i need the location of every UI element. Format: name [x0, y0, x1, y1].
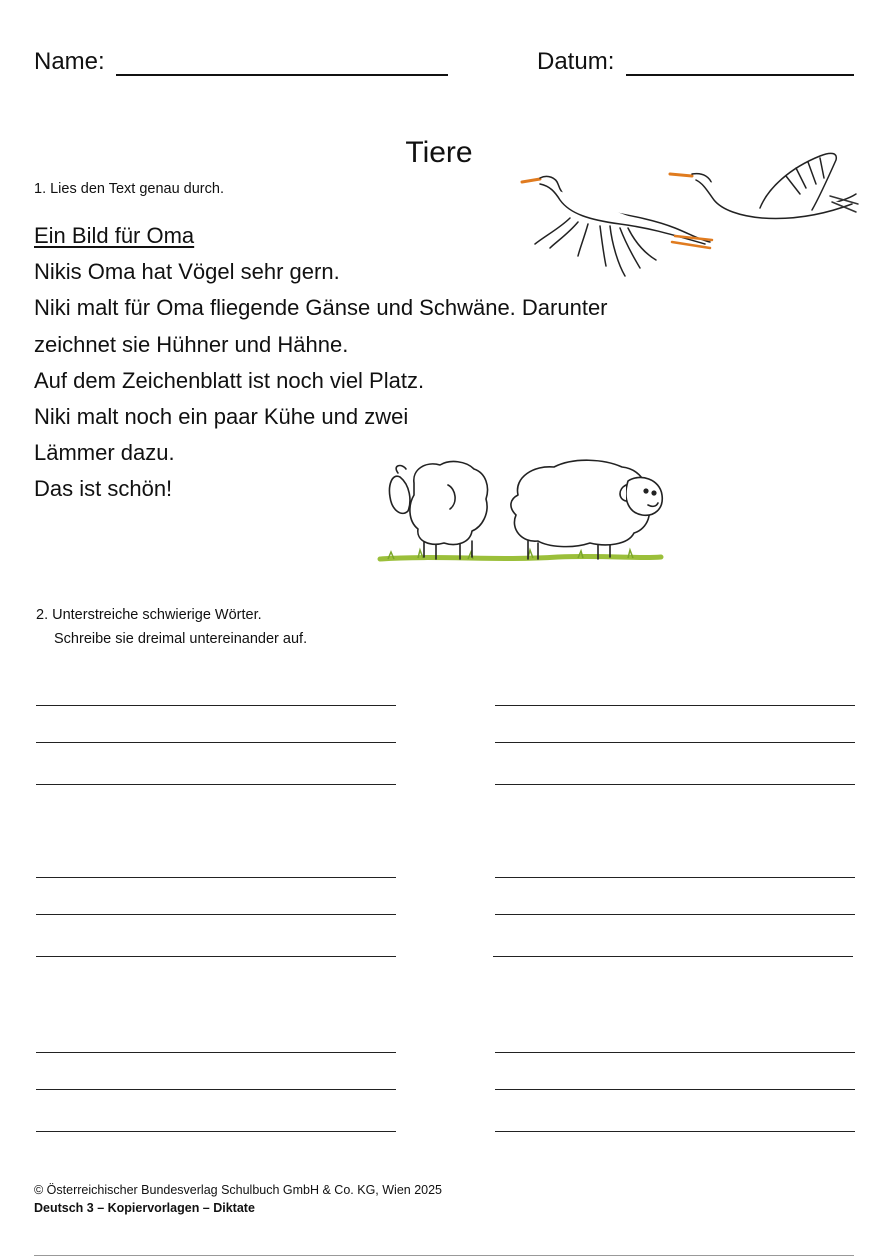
- story-heading: Ein Bild für Oma: [34, 223, 195, 248]
- writing-line[interactable]: [36, 877, 396, 878]
- writing-line[interactable]: [495, 784, 855, 785]
- story-line: Niki malt für Oma fliegende Gänse und Schwäne. Darunter: [34, 295, 608, 321]
- sheep-icon: [378, 455, 663, 573]
- name-label: Name:: [34, 48, 105, 75]
- series-label: Deutsch 3 – Kopiervorlagen – Diktate: [34, 1201, 255, 1215]
- writing-line[interactable]: [36, 956, 396, 957]
- footer-divider: [34, 1255, 854, 1256]
- writing-line[interactable]: [495, 877, 855, 878]
- copyright-notice: © Österreichischer Bundesverlag Schulbuch GmbH & Co. KG, Wien 2025: [34, 1183, 443, 1197]
- writing-line[interactable]: [495, 1089, 855, 1090]
- writing-line[interactable]: [36, 742, 396, 743]
- writing-line[interactable]: [495, 1131, 855, 1132]
- name-field[interactable]: [116, 74, 448, 76]
- date-label: Datum:: [537, 48, 615, 75]
- story-line: Auf dem Zeichenblatt ist noch viel Platz.: [34, 367, 425, 393]
- writing-line[interactable]: [493, 956, 853, 957]
- date-field[interactable]: [626, 74, 854, 76]
- writing-line[interactable]: [36, 705, 396, 706]
- task-2-instruction: 2. Unterstreiche schwierige Wörter.: [36, 607, 262, 623]
- writing-line[interactable]: [36, 914, 396, 915]
- page-title: Tiere: [405, 136, 473, 169]
- story-line: Das ist schön!: [34, 476, 173, 502]
- task-2-instruction-line2: Schreibe sie dreimal untereinander auf.: [54, 631, 308, 647]
- writing-line[interactable]: [36, 1089, 396, 1090]
- writing-line[interactable]: [495, 1052, 855, 1053]
- writing-line[interactable]: [495, 742, 855, 743]
- writing-line[interactable]: [36, 1131, 396, 1132]
- writing-line[interactable]: [495, 914, 855, 915]
- writing-line[interactable]: [36, 1052, 396, 1053]
- writing-line[interactable]: [36, 784, 396, 785]
- story-line: Niki malt noch ein paar Kühe und zwei: [34, 404, 409, 430]
- story-line: Nikis Oma hat Vögel sehr gern.: [34, 259, 340, 285]
- writing-line[interactable]: [495, 705, 855, 706]
- story-line: zeichnet sie Hühner und Hähne.: [34, 331, 349, 357]
- story-line: Lämmer dazu.: [34, 440, 175, 466]
- task-1-instruction: 1. Lies den Text genau durch.: [34, 181, 224, 197]
